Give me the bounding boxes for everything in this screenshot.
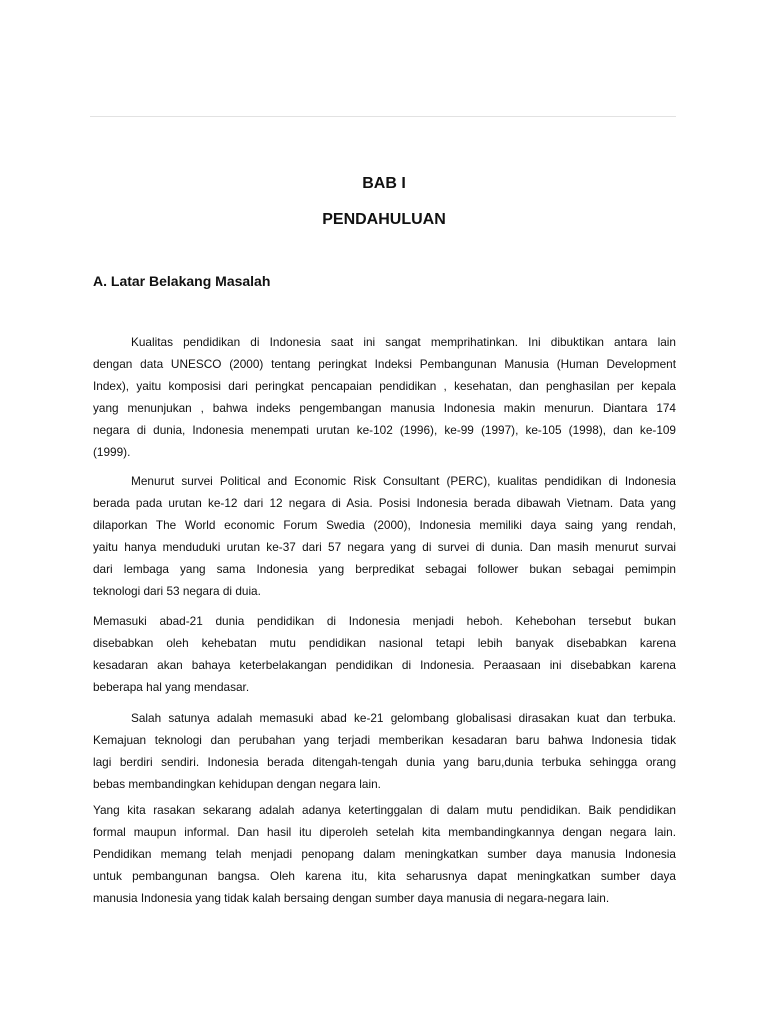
paragraph-line: berada pada urutan ke-12 dari 12 negara di Asia. Posisi Indonesia berada dibawah Vietnam. Data yang	[93, 496, 676, 510]
paragraph-line: Menurut survei Political and Economic Risk Consultant (PERC), kualitas pendidikan di Indonesia	[131, 474, 676, 488]
paragraph-line: dilaporkan The World economic Forum Swedia (2000), Indonesia memiliki daya saing yang rendah,	[93, 518, 676, 532]
paragraph-line: Index), yaitu komposisi dari peringkat pencapaian pendidikan , kesehatan, dan penghasilan per kepala	[93, 379, 676, 393]
paragraph-line: lagi berdiri sendiri. Indonesia berada ditengah-tengah dunia yang baru,dunia terbuka sehingga orang	[93, 755, 676, 769]
body-paragraph	[93, 470, 676, 602]
paragraph-line: yang menunjukan , bahwa indeks pengembangan manusia Indonesia makin menurun. Diantara 174	[93, 401, 676, 415]
header-divider	[90, 116, 676, 117]
section-heading: A. Latar Belakang Masalah	[93, 273, 271, 289]
paragraph-line: untuk pembangunan bangsa. Oleh karena itu, kita seharusnya dapat meningkatkan sumber daya	[93, 869, 676, 883]
paragraph-line: disebabkan oleh kehebatan mutu pendidikan nasional tetapi lebih banyak disebabkan karena	[93, 636, 676, 650]
paragraph-line: kesadaran akan bahaya keterbelakangan pendidikan di Indonesia. Peraasaan ini disebabkan karena	[93, 658, 676, 672]
paragraph-line: Memasuki abad-21 dunia pendidikan di Indonesia menjadi heboh. Kehebohan tersebut bukan	[93, 614, 676, 628]
paragraph-line: Salah satunya adalah memasuki abad ke-21 gelombang globalisasi dirasakan kuat dan terbuka.	[131, 711, 676, 725]
paragraph-line: negara di dunia, Indonesia menempati urutan ke-102 (1996), ke-99 (1997), ke-105 (1998), dan ke-109	[93, 423, 676, 437]
paragraph-line: Pendidikan memang telah menjadi penopang dalam meningkatkan sumber daya manusia Indonesia	[93, 847, 676, 861]
body-paragraph	[93, 707, 676, 795]
paragraph-line: formal maupun informal. Dan hasil itu diperoleh setelah kita membandingkannya dengan negara lain.	[93, 825, 676, 839]
paragraph-line: Yang kita rasakan sekarang adalah adanya ketertinggalan di dalam mutu pendidikan. Baik pendidikan	[93, 803, 676, 817]
paragraph-line: dengan data UNESCO (2000) tentang peringkat Indeksi Pembangunan Manusia (Human Development	[93, 357, 676, 371]
paragraph-line: bebas membandingkan kehidupan dengan negara lain.	[93, 777, 381, 791]
paragraph-line: teknologi dari 53 negara di duia.	[93, 584, 261, 598]
body-paragraph	[93, 610, 676, 698]
paragraph-line: manusia Indonesia yang tidak kalah bersaing dengan sumber daya manusia di negara-negara lain.	[93, 891, 610, 905]
paragraph-line: dari lembaga yang sama Indonesia yang berpredikat sebagai follower bukan sebagai pemimpin	[93, 562, 676, 576]
paragraph-line: (1999).	[93, 445, 131, 459]
paragraph-line: Kemajuan teknologi dan perubahan yang terjadi memberikan kesadaran baru bahwa Indonesia tidak	[93, 733, 676, 747]
chapter-number: BAB I	[362, 175, 406, 192]
paragraph-line: beberapa hal yang mendasar.	[93, 680, 250, 694]
paragraph-line: Kualitas pendidikan di Indonesia saat ini sangat memprihatinkan. Ini dibuktikan antara lain	[131, 335, 676, 349]
body-paragraph	[93, 799, 676, 909]
paragraph-line: yaitu hanya menduduki urutan ke-37 dari 57 negara yang di survei di dunia. Dan masih menurut survai	[93, 540, 676, 554]
chapter-title: PENDAHULUAN	[322, 211, 446, 228]
body-paragraph	[93, 331, 676, 463]
